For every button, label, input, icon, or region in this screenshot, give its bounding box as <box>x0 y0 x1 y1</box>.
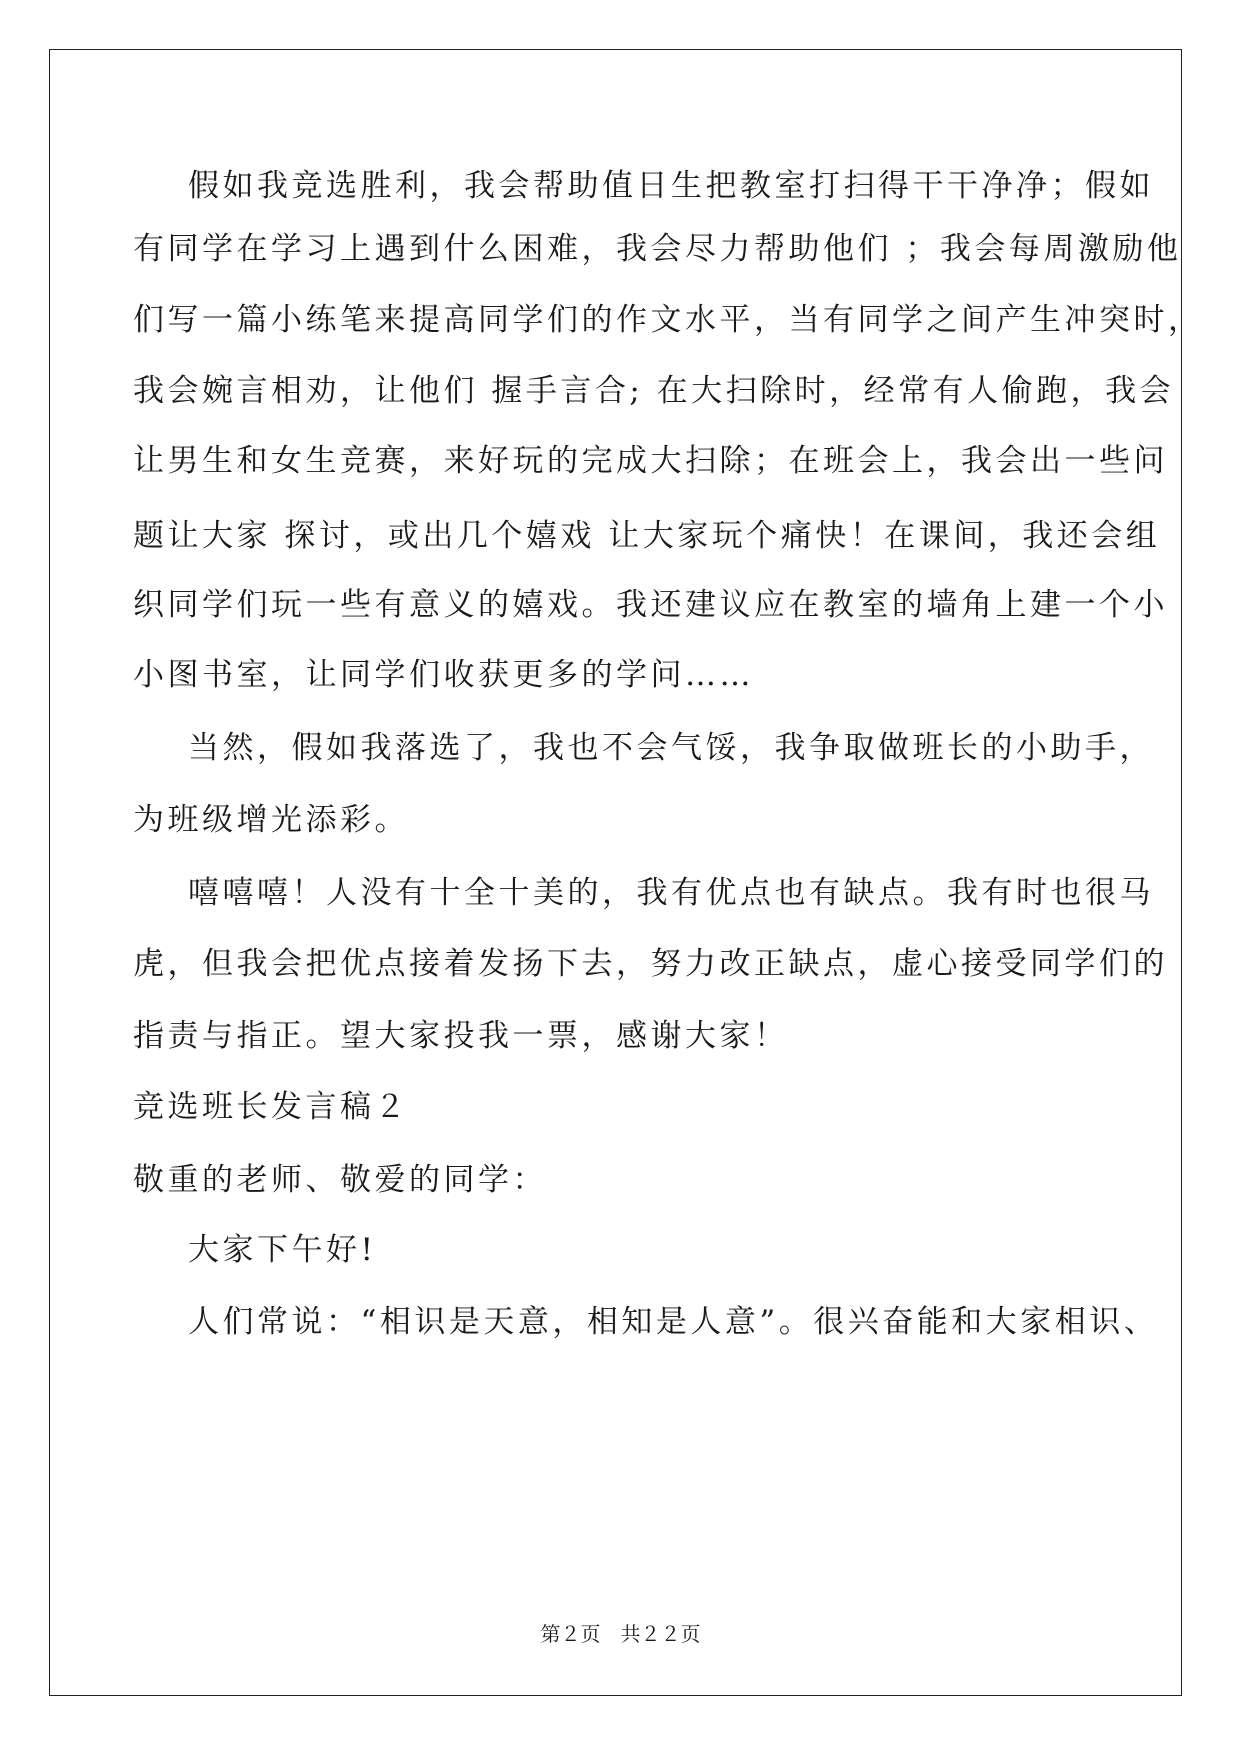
salutation: 敬重的老师、敬爱的同学： <box>133 1162 547 1198</box>
text-line: 虎，但我会把优点接着发扬下去，努力改正缺点，虚心接受同学们的 <box>133 946 1168 982</box>
text-line: 当然，假如我落选了，我也不会气馁，我争取做班长的小助手， <box>188 730 1154 766</box>
page-footer: 第２页 共２２页 <box>540 1622 701 1646</box>
text-line: 题让大家 探讨，或出几个嬉戏 让大家玩个痛快！在课间，我还会组 <box>133 518 1161 554</box>
text-line: 嘻嘻嘻！人没有十全十美的，我有优点也有缺点。我有时也很马 <box>188 875 1154 911</box>
text-line: 假如我竞选胜利，我会帮助值日生把教室打扫得干干净净；假如 <box>188 168 1154 204</box>
section-heading: 竞选班长发言稿２ <box>133 1089 409 1125</box>
text-line: 人们常说：“相识是天意，相知是人意”。很兴奋能和大家相识、 <box>188 1304 1159 1340</box>
text-line: 为班级增光添彩。 <box>133 802 409 838</box>
text-line: 织同学们玩一些有意义的嬉戏。我还建议应在教室的墙角上建一个小 <box>133 587 1168 623</box>
text-line: 小图书室，让同学们收获更多的学问…… <box>133 657 754 693</box>
text-line: 指责与指正。望大家投我一票，感谢大家！ <box>133 1018 789 1054</box>
text-line: 们写一篇小练笔来提高同学们的作文水平，当有同学之间产生冲突时， <box>133 302 1203 338</box>
text-line: 我会婉言相劝，让他们 握手言合; 在大扫除时，经常有人偷跑，我会 <box>133 373 1175 409</box>
text-line: 有同学在学习上遇到什么困难，我会尽力帮助他们 ；我会每周激励他 <box>133 231 1182 267</box>
text-line: 让男生和女生竞赛，来好玩的完成大扫除；在班会上，我会出一些问 <box>133 443 1168 479</box>
greeting: 大家下午好! <box>188 1232 377 1268</box>
